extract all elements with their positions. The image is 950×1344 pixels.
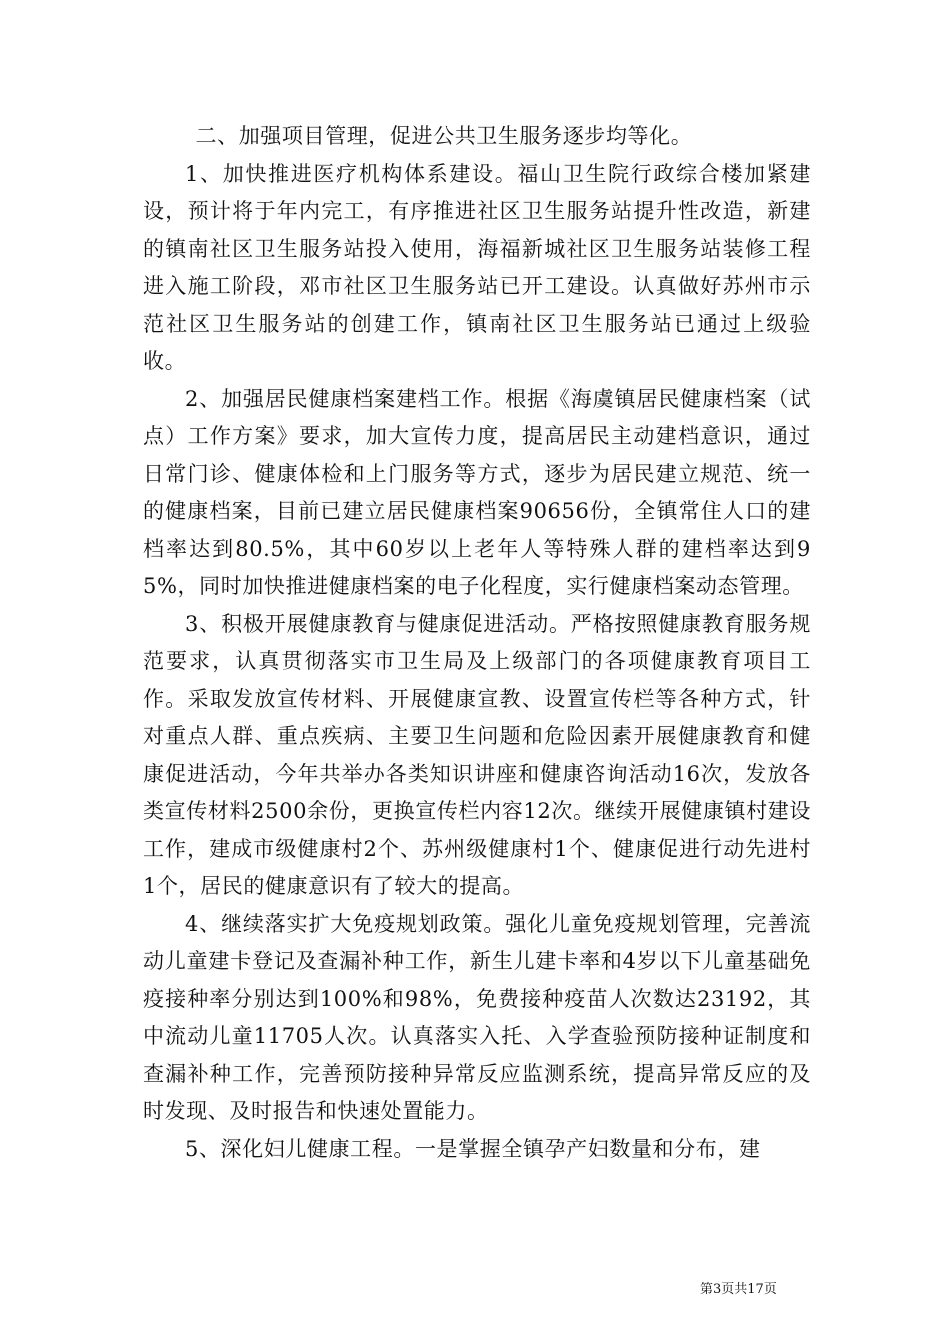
paragraph-4: 4、继续落实扩大免疫规划政策。强化儿童免疫规划管理，完善流动儿童建卡登记及查漏补种工作，新生儿建卡率和4岁以下儿童基础免疫接种率分别达到100%和98%，免费接种疫苗人次数达23192，其中流动儿童11705人次。认真落实入托、入学查验预防接种证制度和查漏补种工作，完善预防接种异常反应监测系统，提高异常反应的及时发现、及时报告和快速处置能力。 (143, 911, 811, 1123)
paragraph-5: 5、深化妇儿健康工程。一是掌握全镇孕产妇数量和分布，建 (185, 1136, 761, 1161)
page-number: 第3页共17页 (700, 1282, 777, 1297)
paragraph-3: 3、积极开展健康教育与健康促进活动。严格按照健康教育服务规范要求，认真贯彻落实市卫生局及上级部门的各项健康教育项目工作。采取发放宣传材料、开展健康宣教、设置宣传栏等各种方式，针对重点人群、重点疾病、主要卫生问题和危险因素开展健康教育和健康促进活动，今年共举办各类知识讲座和健康咨询活动16次，发放各类宣传材料2500余份，更换宣传栏内容12次。继续开展健康镇村建设工作，建成市级健康村2个、苏州级健康村1个、健康促进行动先进村1个，居民的健康意识有了较大的提高。 (143, 611, 811, 898)
paragraph-2: 2、加强居民健康档案建档工作。根据《海虞镇居民健康档案（试点）工作方案》要求，加大宣传力度，提高居民主动建档意识，通过日常门诊、健康体检和上门服务等方式，逐步为居民建立规范、统一的健康档案，目前已建立居民健康档案90656份，全镇常住人口的建档率达到80.5%，其中60岁以上老年人等特殊人群的建档率达到95%，同时加快推进健康档案的电子化程度，实行健康档案动态管理。 (143, 386, 811, 598)
document-body (143, 118, 811, 1168)
section-heading: 二、加强项目管理，促进公共卫生服务逐步均等化。 (195, 124, 693, 148)
paragraph-1: 1、加快推进医疗机构体系建设。福山卫生院行政综合楼加紧建设，预计将于年内完工，有序推进社区卫生服务站提升性改造，新建的镇南社区卫生服务站投入使用，海福新城社区卫生服务站装修工程进入施工阶段，邓市社区卫生服务站已开工建设。认真做好苏州市示范社区卫生服务站的创建工作，镇南社区卫生服务站已通过上级验收。 (143, 161, 811, 373)
